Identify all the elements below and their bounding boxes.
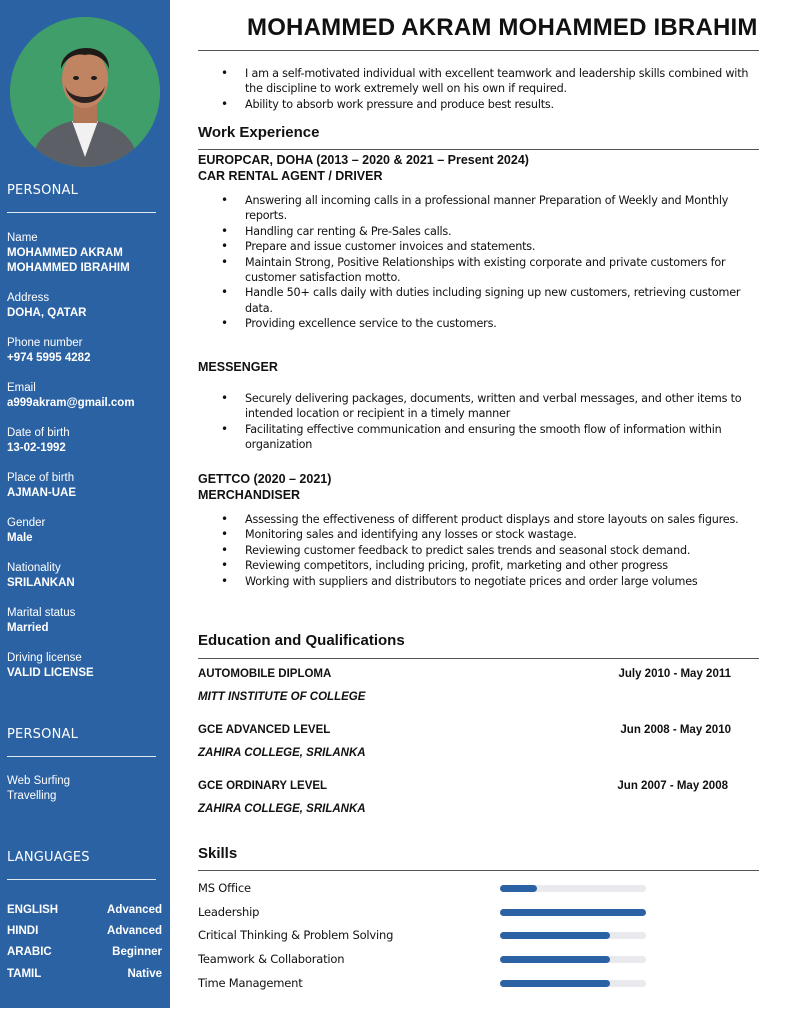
edu-dates: July 2010 - May 2011 bbox=[618, 668, 731, 680]
list-item: • Working with suppliers and distributors to negotiate prices and order large volumes bbox=[245, 574, 760, 589]
field-value: Married bbox=[7, 622, 49, 634]
field-label: Date of birth bbox=[7, 427, 70, 439]
field-label: Name bbox=[7, 232, 38, 244]
edu-title: GCE ORDINARY LEVEL bbox=[198, 780, 328, 792]
edu-dates: Jun 2008 - May 2010 bbox=[620, 724, 731, 736]
skill-level-fill bbox=[500, 885, 537, 892]
language-name: ENGLISH bbox=[7, 904, 59, 916]
work-divider bbox=[198, 149, 759, 150]
field-label: Nationality bbox=[7, 562, 61, 574]
languages-heading: LANGUAGES bbox=[7, 850, 90, 865]
edu-school: ZAHIRA COLLEGE, SRILANKA bbox=[198, 803, 366, 815]
skill-name: Teamwork & Collaboration bbox=[198, 952, 345, 966]
list-item: • Reviewing customer feedback to predict sales trends and seasonal stock demand. bbox=[245, 543, 760, 558]
education-heading: Education and Qualifications bbox=[198, 632, 405, 649]
job-duties bbox=[245, 391, 760, 453]
field-label: Phone number bbox=[7, 337, 83, 349]
field-email bbox=[7, 381, 167, 411]
field-value: 13-02-1992 bbox=[7, 442, 66, 454]
job-duties bbox=[245, 512, 760, 589]
job-role: CAR RENTAL AGENT / DRIVER bbox=[198, 169, 383, 183]
page-title: MOHAMMED AKRAM MOHAMMED IBRAHIM bbox=[247, 14, 758, 41]
skill-name: Time Management bbox=[198, 976, 303, 990]
field-value: AJMAN-UAE bbox=[7, 487, 76, 499]
skill-name: Critical Thinking & Problem Solving bbox=[198, 928, 394, 942]
field-phone bbox=[7, 336, 167, 366]
list-item: • Reviewing competitors, including pricing, profit, marketing and other progress bbox=[245, 558, 760, 573]
field-marital bbox=[7, 606, 167, 636]
sidebar bbox=[0, 0, 170, 1008]
email-link[interactable]: a999akram@gmail.com bbox=[7, 397, 135, 409]
skills-heading: Skills bbox=[198, 845, 238, 862]
personal-heading: PERSONAL bbox=[7, 183, 79, 198]
language-row bbox=[7, 904, 162, 916]
skill-level-fill bbox=[500, 909, 646, 916]
interests-divider bbox=[7, 756, 156, 757]
skill-level-bar bbox=[500, 956, 646, 963]
field-value: SRILANKAN bbox=[7, 577, 75, 589]
job-role: MERCHANDISER bbox=[198, 488, 301, 502]
field-gender bbox=[7, 516, 167, 546]
education-divider bbox=[198, 658, 759, 659]
field-nationality bbox=[7, 561, 167, 591]
language-row bbox=[7, 946, 162, 958]
field-license bbox=[7, 651, 167, 681]
job-company: GETTCO (2020 – 2021) bbox=[198, 472, 332, 486]
summary-list bbox=[245, 66, 760, 112]
language-level: Native bbox=[127, 968, 162, 980]
edu-school: MITT INSTITUTE OF COLLEGE bbox=[198, 691, 366, 703]
job-company: EUROPCAR, DOHA (2013 – 2020 & 2021 – Present 2024) bbox=[198, 153, 529, 167]
interest-item: Travelling bbox=[7, 790, 57, 802]
interest-item: Web Surfing bbox=[7, 775, 71, 787]
skills-divider bbox=[198, 870, 759, 871]
field-label: Gender bbox=[7, 517, 46, 529]
list-item: • Answering all incoming calls in a professional manner Preparation of Weekly and Monthly reports. bbox=[245, 193, 760, 224]
language-level: Beginner bbox=[112, 946, 162, 958]
edu-school: ZAHIRA COLLEGE, SRILANKA bbox=[198, 747, 366, 759]
edu-dates: Jun 2007 - May 2008 bbox=[617, 780, 728, 792]
field-label: Email bbox=[7, 382, 36, 394]
list-item: • Facilitating effective communication and ensuring the smooth flow of information within organization bbox=[245, 422, 760, 453]
job-duties bbox=[245, 193, 760, 332]
skill-level-fill bbox=[500, 980, 610, 987]
field-label: Address bbox=[7, 292, 50, 304]
field-address bbox=[7, 291, 167, 321]
skill-level-bar bbox=[500, 909, 646, 916]
interests-heading: PERSONAL bbox=[7, 727, 79, 742]
languages-divider bbox=[7, 879, 156, 880]
language-name: HINDI bbox=[7, 925, 39, 937]
skill-name: Leadership bbox=[198, 905, 260, 919]
edu-title: AUTOMOBILE DIPLOMA bbox=[198, 668, 332, 680]
list-item: • Prepare and issue customer invoices and statements. bbox=[245, 239, 760, 254]
language-row bbox=[7, 968, 162, 980]
work-heading: Work Experience bbox=[198, 124, 320, 141]
edu-title: GCE ADVANCED LEVEL bbox=[198, 724, 331, 736]
list-item: • Providing excellence service to the customers. bbox=[245, 316, 760, 331]
job-company: MESSENGER bbox=[198, 360, 278, 374]
skill-level-bar bbox=[500, 980, 646, 987]
field-value: DOHA, QATAR bbox=[7, 307, 87, 319]
field-label: Marital status bbox=[7, 607, 76, 619]
field-value: Male bbox=[7, 532, 33, 544]
language-level: Advanced bbox=[107, 925, 162, 937]
skill-level-bar bbox=[500, 932, 646, 939]
list-item: • Monitoring sales and identifying any losses or stock wastage. bbox=[245, 527, 760, 542]
language-row bbox=[7, 925, 162, 937]
language-name: ARABIC bbox=[7, 946, 52, 958]
avatar bbox=[10, 17, 160, 167]
skill-level-fill bbox=[500, 932, 610, 939]
skill-level-bar bbox=[500, 885, 646, 892]
list-item: • Assessing the effectiveness of different product displays and store layouts on sales figures. bbox=[245, 512, 760, 527]
profile-photo bbox=[10, 17, 160, 167]
field-name bbox=[7, 231, 167, 276]
title-divider bbox=[198, 50, 759, 51]
list-item: • Maintain Strong, Positive Relationships with existing corporate and private customers for customer satisfaction motto. bbox=[245, 255, 760, 286]
skill-name: MS Office bbox=[198, 881, 251, 895]
list-item: • Ability to absorb work pressure and produce best results. bbox=[245, 97, 760, 112]
skill-level-fill bbox=[500, 956, 610, 963]
field-dob bbox=[7, 426, 167, 456]
list-item: • Handle 50+ calls daily with duties including signing up new customers, retrieving customer data. bbox=[245, 285, 760, 316]
field-pob bbox=[7, 471, 167, 501]
field-value: VALID LICENSE bbox=[7, 667, 94, 679]
field-value: MOHAMMED AKRAM MOHAMMED IBRAHIM bbox=[7, 247, 130, 274]
language-level: Advanced bbox=[107, 904, 162, 916]
list-item: • I am a self-motivated individual with excellent teamwork and leadership skills combined with the discipline to work extremely well on his own if required. bbox=[245, 66, 760, 97]
personal-divider bbox=[7, 212, 156, 213]
field-value[interactable]: +974 5995 4282 bbox=[7, 352, 91, 364]
field-label: Driving license bbox=[7, 652, 82, 664]
list-item: • Handling car renting & Pre-Sales calls. bbox=[245, 224, 760, 239]
list-item: • Securely delivering packages, documents, written and verbal messages, and other items to intended location or recipient in a timely manner bbox=[245, 391, 760, 422]
field-label: Place of birth bbox=[7, 472, 75, 484]
language-name: TAMIL bbox=[7, 968, 42, 980]
